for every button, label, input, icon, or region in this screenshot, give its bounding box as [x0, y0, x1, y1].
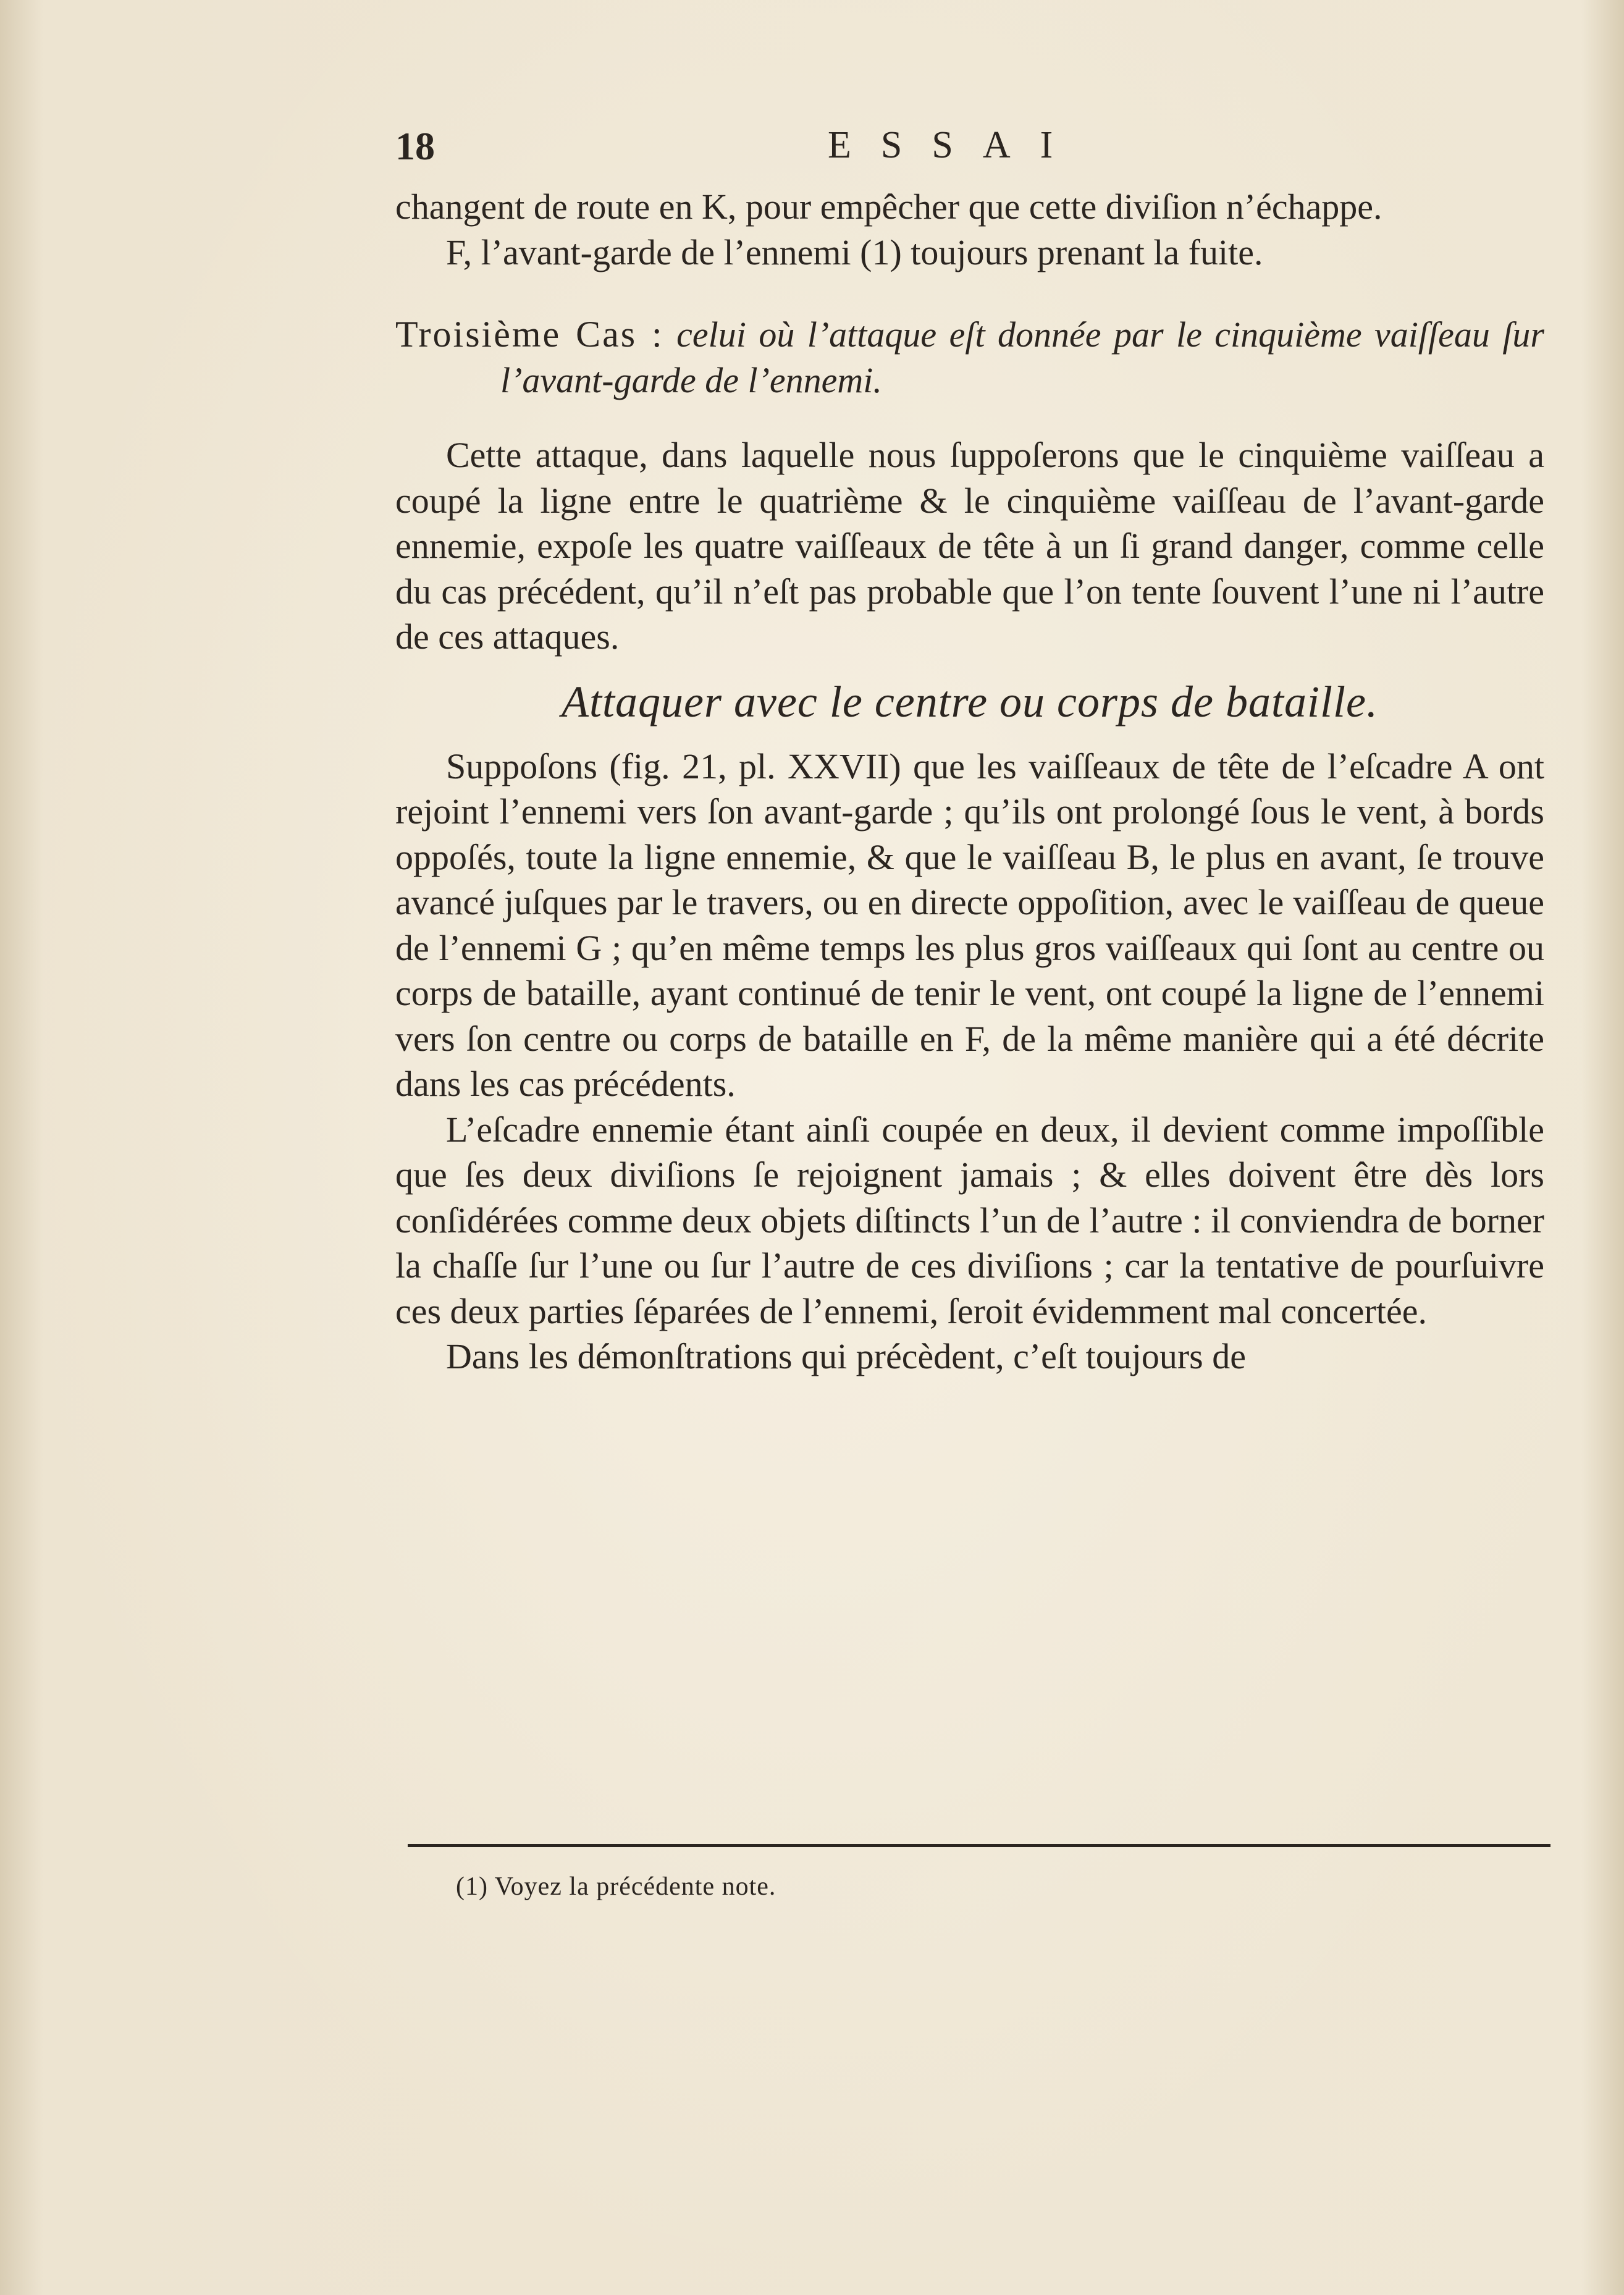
case-heading: [395, 312, 1544, 403]
paragraph-third-case: Cette attaque, dans laquelle nous ſuppoſerons que le cinquième vaiſſeau a coupé la ligne entre le quatrième & le cinquième vaiſſeau de l’avant-garde ennemie, expoſe les quatre vaiſſeaux de tête à un ſi grand danger, comme celle du cas précédent, qu’il n’eſt pas probable que l’on tente ſouvent l’une ni l’autre de ces attaques.: [395, 435, 1544, 657]
footnote-rule: [408, 1844, 1550, 1847]
running-title: ESSAI: [828, 124, 1083, 166]
page-number: 18: [395, 124, 435, 168]
case-heading-prefix: Troisième Cas :: [395, 314, 664, 355]
case-heading-text: celui où l’attaque eſt donnée par le cinquième vaiſſeau ſur l’avant-garde de l’ennemi.: [500, 314, 1545, 400]
paragraph-suppose: Suppoſons (fig. 21, pl. XXVII) que les vaiſſeaux de tête de l’eſcadre A ont rejoint l’ennemi vers ſon avant-garde ; qu’ils ont prolongé ſous le vent, à bords oppoſés, toute la ligne ennemie, & que le vaiſſeau B, le plus en avant, ſe trouve avancé juſques par le travers, ou en directe oppoſition, avec le vaiſſeau de queue de l’ennemi G ; qu’en même temps les plus gros vaiſſeaux qui ſont au centre ou corps de bataille, ayant continué de tenir le vent, ont coupé la ligne de l’ennemi vers ſon centre ou corps de bataille en F, de la même manière qui a été décrite dans les cas précédents.: [395, 746, 1544, 1104]
paragraph-demonstrations: Dans les démonſtrations qui précèdent, c’eſt toujours de: [446, 1336, 1246, 1376]
paragraph-vanguard-note: F, l’avant-garde de l’ennemi (1) toujours prenant la fuite.: [446, 232, 1263, 272]
footnote: (1) Voyez la précédente note.: [456, 1872, 776, 1901]
page-header: [395, 124, 1544, 179]
paragraph-squadron-cut: L’eſcadre ennemie étant ainſi coupée en deux, il devient comme impoſſible que ſes deux diviſions ſe rejoignent jamais ; & elles doivent être dès lors conſidérées comme deux objets diſtincts l’un de l’autre : il conviendra de borner la chaſſe ſur l’une ou ſur l’autre de ces diviſions ; car la tentative de pourſuivre ces deux parties ſéparées de l’ennemi, ſeroit évidemment mal concertée.: [395, 1109, 1544, 1331]
paragraph-continuation: changent de route en K, pour empêcher que cette diviſion n’échappe.: [395, 187, 1382, 227]
main-text: [395, 184, 1544, 1379]
section-title: Attaquer avec le centre ou corps de bataille.: [562, 676, 1378, 726]
